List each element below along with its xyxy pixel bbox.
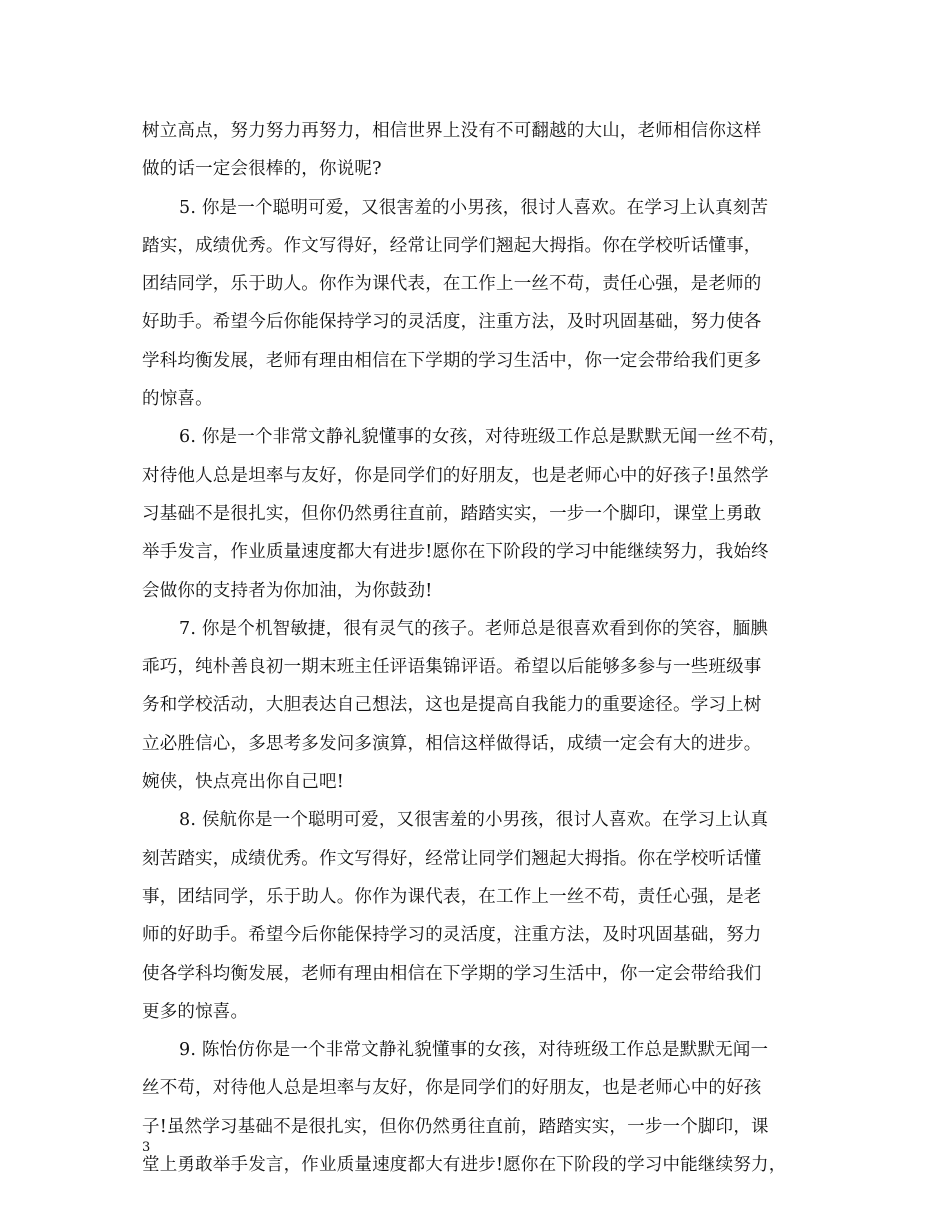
text-line: 堂上勇敢举手发言，作业质量速度都大有进步!愿你在下阶段的学习中能继续努力， <box>142 1155 787 1176</box>
text-line: 丝不苟，对待他人总是坦率与友好，你是同学们的好朋友，也是老师心中的好孩 <box>142 1078 762 1099</box>
text-line: 树立高点，努力努力再努力，相信世界上没有不可翻越的大山，老师相信你这样 <box>142 121 762 141</box>
text-line: 9. 陈怡仿你是一个非常文静礼貌懂事的女孩，对待班级工作总是默默无闻一 <box>179 1040 769 1061</box>
text-line: 立必胜信心，多思考多发问多演算，相信这样做得话，成绩一定会有大的进步。 <box>142 733 762 754</box>
text-line: 好助手。希望今后你能保持学习的灵活度，注重方法，及时巩固基础，努力使各 <box>142 312 762 333</box>
paragraph-item-6 <box>142 418 810 609</box>
paragraph-item-7 <box>142 610 810 801</box>
text-line: 更多的惊喜。 <box>142 1001 249 1022</box>
page-number: 3 <box>142 1140 151 1155</box>
text-line: 师的好助手。希望今后你能保持学习的灵活度，注重方法，及时巩固基础，努力 <box>142 925 762 946</box>
text-line: 举手发言，作业质量速度都大有进步!愿你在下阶段的学习中能继续努力，我始终 <box>142 542 769 563</box>
text-line: 做的话一定会很棒的，你说呢? <box>142 159 382 180</box>
text-line: 婉侠，快点亮出你自己吧! <box>142 772 344 793</box>
text-line: 子!虽然学习基础不是很扎实，但你仍然勇往直前，踏踏实实，一步一个脚印，课 <box>142 1116 769 1137</box>
text-line: 会做你的支持者为你加油，为你鼓劲! <box>142 580 433 601</box>
text-line: 8. 侯航你是一个聪明可爱，又很害羞的小男孩，很讨人喜欢。在学习上认真 <box>179 810 769 831</box>
text-line: 6. 你是一个非常文静礼貌懂事的女孩，对待班级工作总是默默无闻一丝不苟， <box>179 427 786 448</box>
text-line: 踏实，成绩优秀。作文写得好，经常让同学们翘起大拇指。你在学校听话懂事， <box>142 235 762 256</box>
text-line: 使各学科均衡发展，老师有理由相信在下学期的学习生活中，你一定会带给我们 <box>142 963 762 984</box>
paragraph-item-8 <box>142 801 810 1031</box>
text-line: 对待他人总是坦率与友好，你是同学们的好朋友，也是老师心中的好孩子!虽然学 <box>142 465 769 486</box>
document-body <box>142 112 810 1184</box>
text-line: 事，团结同学，乐于助人。你作为课代表，在工作上一丝不苟，责任心强，是老 <box>142 886 762 907</box>
text-line: 务和学校活动，大胆表达自己想法，这也是提高自我能力的重要途径。学习上树 <box>142 695 762 716</box>
paragraph-item-5 <box>142 189 810 419</box>
text-line: 刻苦踏实，成绩优秀。作文写得好，经常让同学们翘起大拇指。你在学校听话懂 <box>142 848 762 869</box>
text-line: 的惊喜。 <box>142 389 213 410</box>
text-line: 7. 你是个机智敏捷，很有灵气的孩子。老师总是很喜欢看到你的笑容，腼腆 <box>179 618 769 639</box>
text-line: 团结同学，乐于助人。你作为课代表，在工作上一丝不苟，责任心强，是老师的 <box>142 274 762 295</box>
paragraph-continuation <box>142 112 810 189</box>
text-line: 5. 你是一个聪明可爱，又很害羞的小男孩，很讨人喜欢。在学习上认真刻苦 <box>179 197 769 218</box>
text-line: 习基础不是很扎实，但你仍然勇往直前，踏踏实实，一步一个脚印，课堂上勇敢 <box>142 503 762 524</box>
text-line: 乖巧，纯朴善良初一期末班主任评语集锦评语。希望以后能够多参与一些班级事 <box>142 657 762 678</box>
text-line: 学科均衡发展，老师有理由相信在下学期的学习生活中，你一定会带给我们更多 <box>142 350 762 371</box>
paragraph-item-9 <box>142 1031 810 1184</box>
